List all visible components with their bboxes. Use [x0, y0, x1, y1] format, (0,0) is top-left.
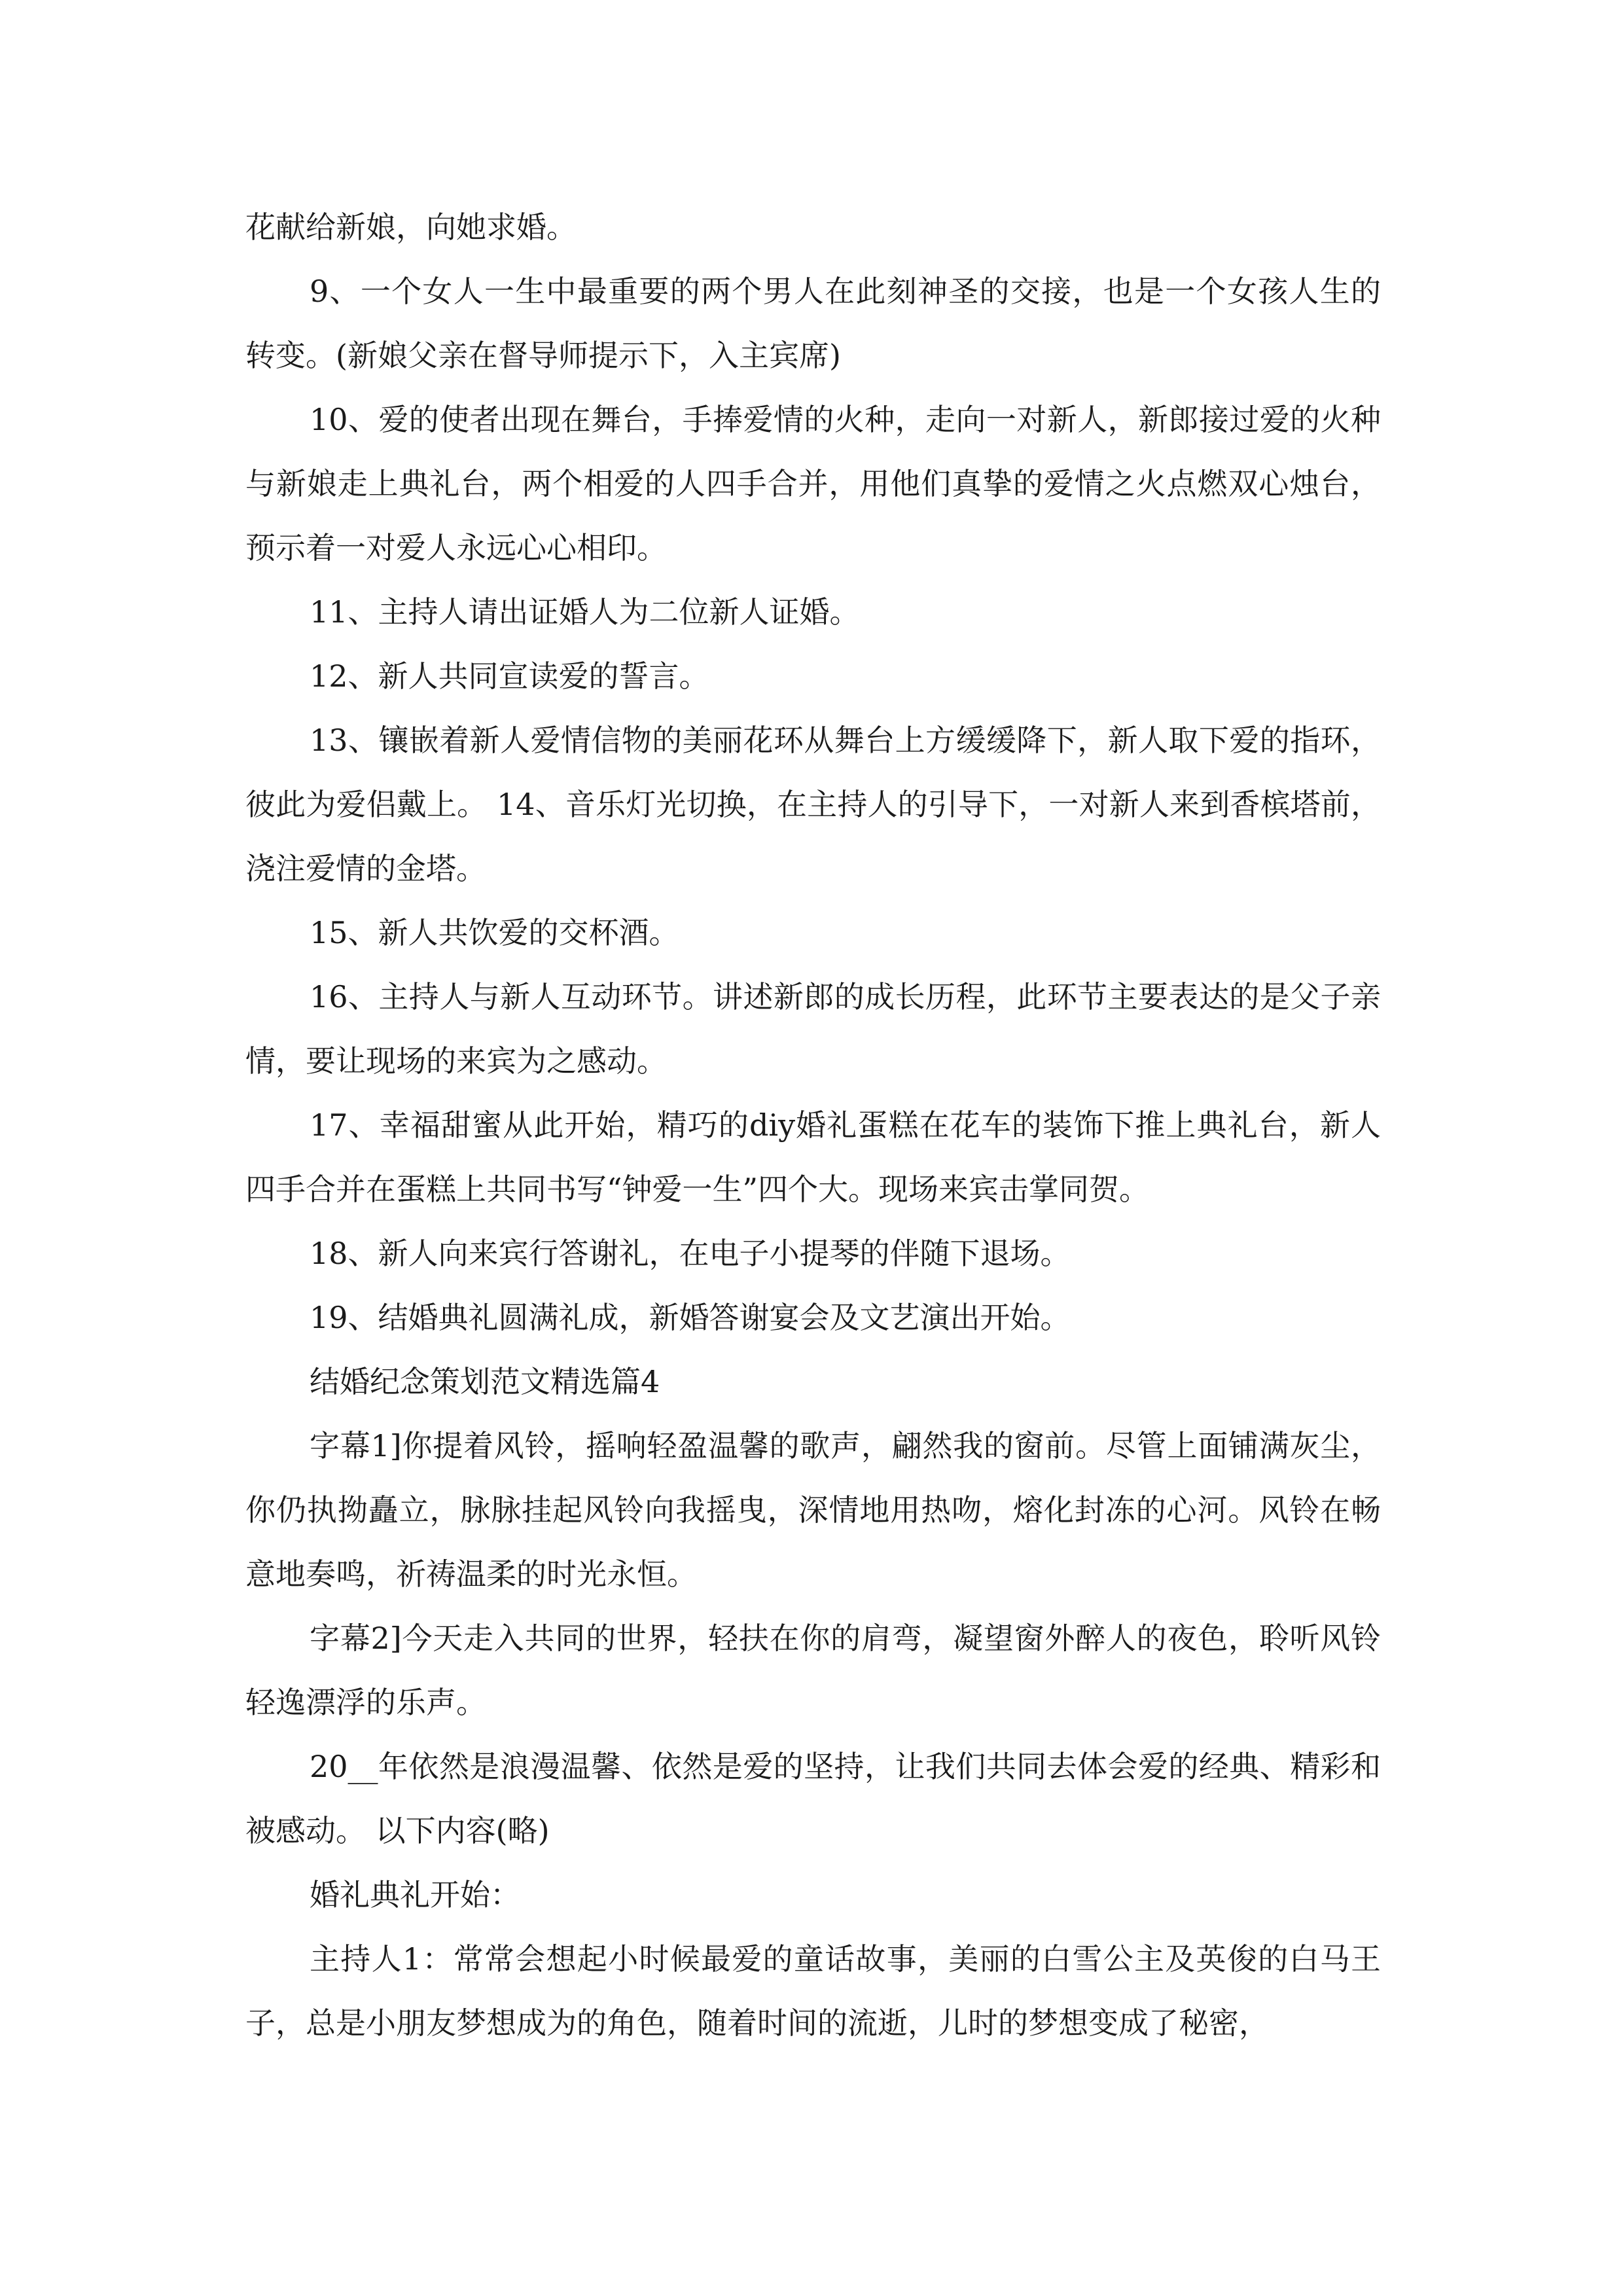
paragraph: 11、主持人请出证婚人为二位新人证婚。 — [310, 594, 860, 630]
paragraph: 婚礼典礼开始： — [310, 1877, 520, 1912]
section-heading: 结婚纪念策划范文精选篇4 — [310, 1364, 660, 1399]
paragraph: 16、主持人与新人互动环节。讲述新郎的成长历程，此环节主要表达的是父子亲情，要让现场的来宾为之感动。 — [245, 979, 1381, 1079]
paragraph: 字幕2]今天走入共同的世界，轻扶在你的肩弯，凝望窗外醉人的夜色，聆听风铃轻逸漂浮的乐声。 — [245, 1621, 1381, 1720]
paragraph: 字幕1]你提着风铃，摇响轻盈温馨的歌声，翩然我的窗前。尽管上面铺满灰尘，你仍执拗矗立，脉脉挂起风铃向我摇曳，深情地用热吻，熔化封冻的心河。风铃在畅意地奏鸣，祈祷温柔的时光永恒。 — [245, 1428, 1381, 1592]
paragraph: 18、新人向来宾行答谢礼，在电子小提琴的伴随下退场。 — [310, 1236, 1071, 1271]
paragraph: 19、结婚典礼圆满礼成，新婚答谢宴会及文艺演出开始。 — [310, 1300, 1071, 1335]
paragraph: 9、一个女人一生中最重要的两个男人在此刻神圣的交接，也是一个女孩人生的转变。(新娘父亲在督导师提示下，入主宾席) — [245, 274, 1381, 373]
paragraph: 10、爱的使者出现在舞台，手捧爱情的火种，走向一对新人，新郎接过爱的火种与新娘走上典礼台，两个相爱的人四手合并，用他们真挚的爱情之火点燃双心烛台，预示着一对爱人永远心心相印。 — [245, 402, 1381, 565]
paragraph: 花献给新娘，向她求婚。 — [245, 209, 577, 245]
document-body — [245, 195, 1381, 2055]
paragraph: 20__年依然是浪漫温馨、依然是爱的坚持，让我们共同去体会爱的经典、精彩和被感动。 以下内容(略) — [245, 1749, 1381, 1848]
paragraph: 主持人1：常常会想起小时候最爱的童话故事，美丽的白雪公主及英俊的白马王子，总是小朋友梦想成为的角色，随着时间的流逝，儿时的梦想变成了秘密， — [245, 1941, 1381, 2041]
paragraph: 12、新人共同宣读爱的誓言。 — [310, 658, 709, 694]
paragraph: 17、幸福甜蜜从此开始，精巧的diy婚礼蛋糕在花车的装饰下推上典礼台，新人四手合并在蛋糕上共同书写“钟爱一生”四个大。现场来宾击掌同贺。 — [245, 1107, 1381, 1207]
paragraph: 13、镶嵌着新人爱情信物的美丽花环从舞台上方缓缓降下，新人取下爱的指环，彼此为爱侣戴上。 14、音乐灯光切换，在主持人的引导下，一对新人来到香槟塔前，浇注爱情的金塔。 — [245, 723, 1381, 886]
paragraph: 15、新人共饮爱的交杯酒。 — [310, 915, 679, 950]
